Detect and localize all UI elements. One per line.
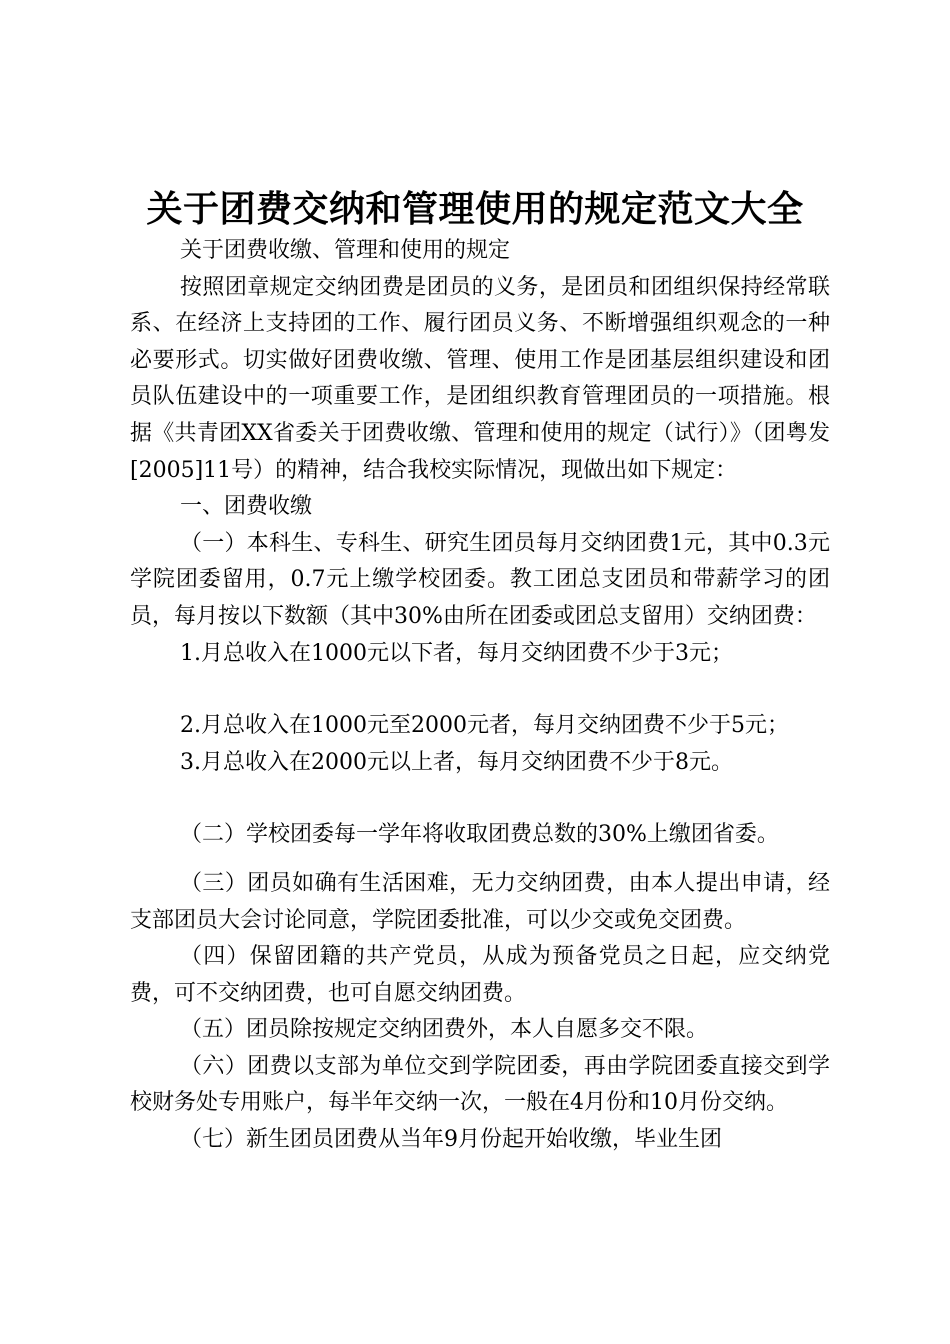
section-heading: 一、团费收缴 (180, 494, 313, 520)
list-item: 1.月总收入在1000元以下者，每月交纳团费不少于3元； (180, 640, 733, 666)
clause-paragraph: （二）学校团委每一学年将收取团费总数的30%上缴团省委。 (180, 822, 779, 848)
list-item: 3.月总收入在2000元以上者，每月交纳团费不少于8元。 (180, 749, 733, 775)
clause-paragraph: （七）新生团员团费从当年9月份起开始收缴，毕业生团 (180, 1127, 722, 1153)
clause-paragraph: （六）团费以支部为单位交到学院团委，再由学院团委直接交到学校财务处专用账户，每半年交纳一次，一般在4月份和10月份交纳。 (130, 1053, 830, 1116)
intro-paragraph: 按照团章规定交纳团费是团员的义务，是团员和团组织保持经常联系、在经济上支持团的工作、履行团员义务、不断增强组织观念的一种必要形式。切实做好团费收缴、管理、使用工作是团基层组织建设和团员队伍建设中的一项重要工作，是团组织教育管理团员的一项措施。根据《共青团XX省委关于团费收缴、管理和使用的规定（试行）》（团粤发[2005]11号）的精神，结合我校实际情况，现做出如下规定： (130, 274, 830, 483)
clause-paragraph: （三）团员如确有生活困难，无力交纳团费，由本人提出申请，经支部团员大会讨论同意，学院团委批准，可以少交或免交团费。 (130, 870, 830, 933)
clause-paragraph: （四）保留团籍的共产党员，从成为预备党员之日起，应交纳党费，可不交纳团费，也可自愿交纳团费。 (130, 944, 830, 1006)
list-item: 2.月总收入在1000元至2000元者，每月交纳团费不少于5元； (180, 713, 789, 739)
document-title: 关于团费交纳和管理使用的规定范文大全 (146, 188, 804, 230)
clause-paragraph: （五）团员除按规定交纳团费外，本人自愿多交不限。 (180, 1017, 709, 1043)
subtitle-paragraph: 关于团费收缴、管理和使用的规定 (180, 238, 511, 263)
document-body (130, 233, 830, 1159)
clause-paragraph: （一）本科生、专科生、研究生团员每月交纳团费1元，其中0.3元学院团委留用，0.7元上缴学校团委。教工团总支团员和带薪学习的团员，每月按以下数额（其中30%由所在团委或团总支留用）交纳团费： (130, 530, 830, 629)
